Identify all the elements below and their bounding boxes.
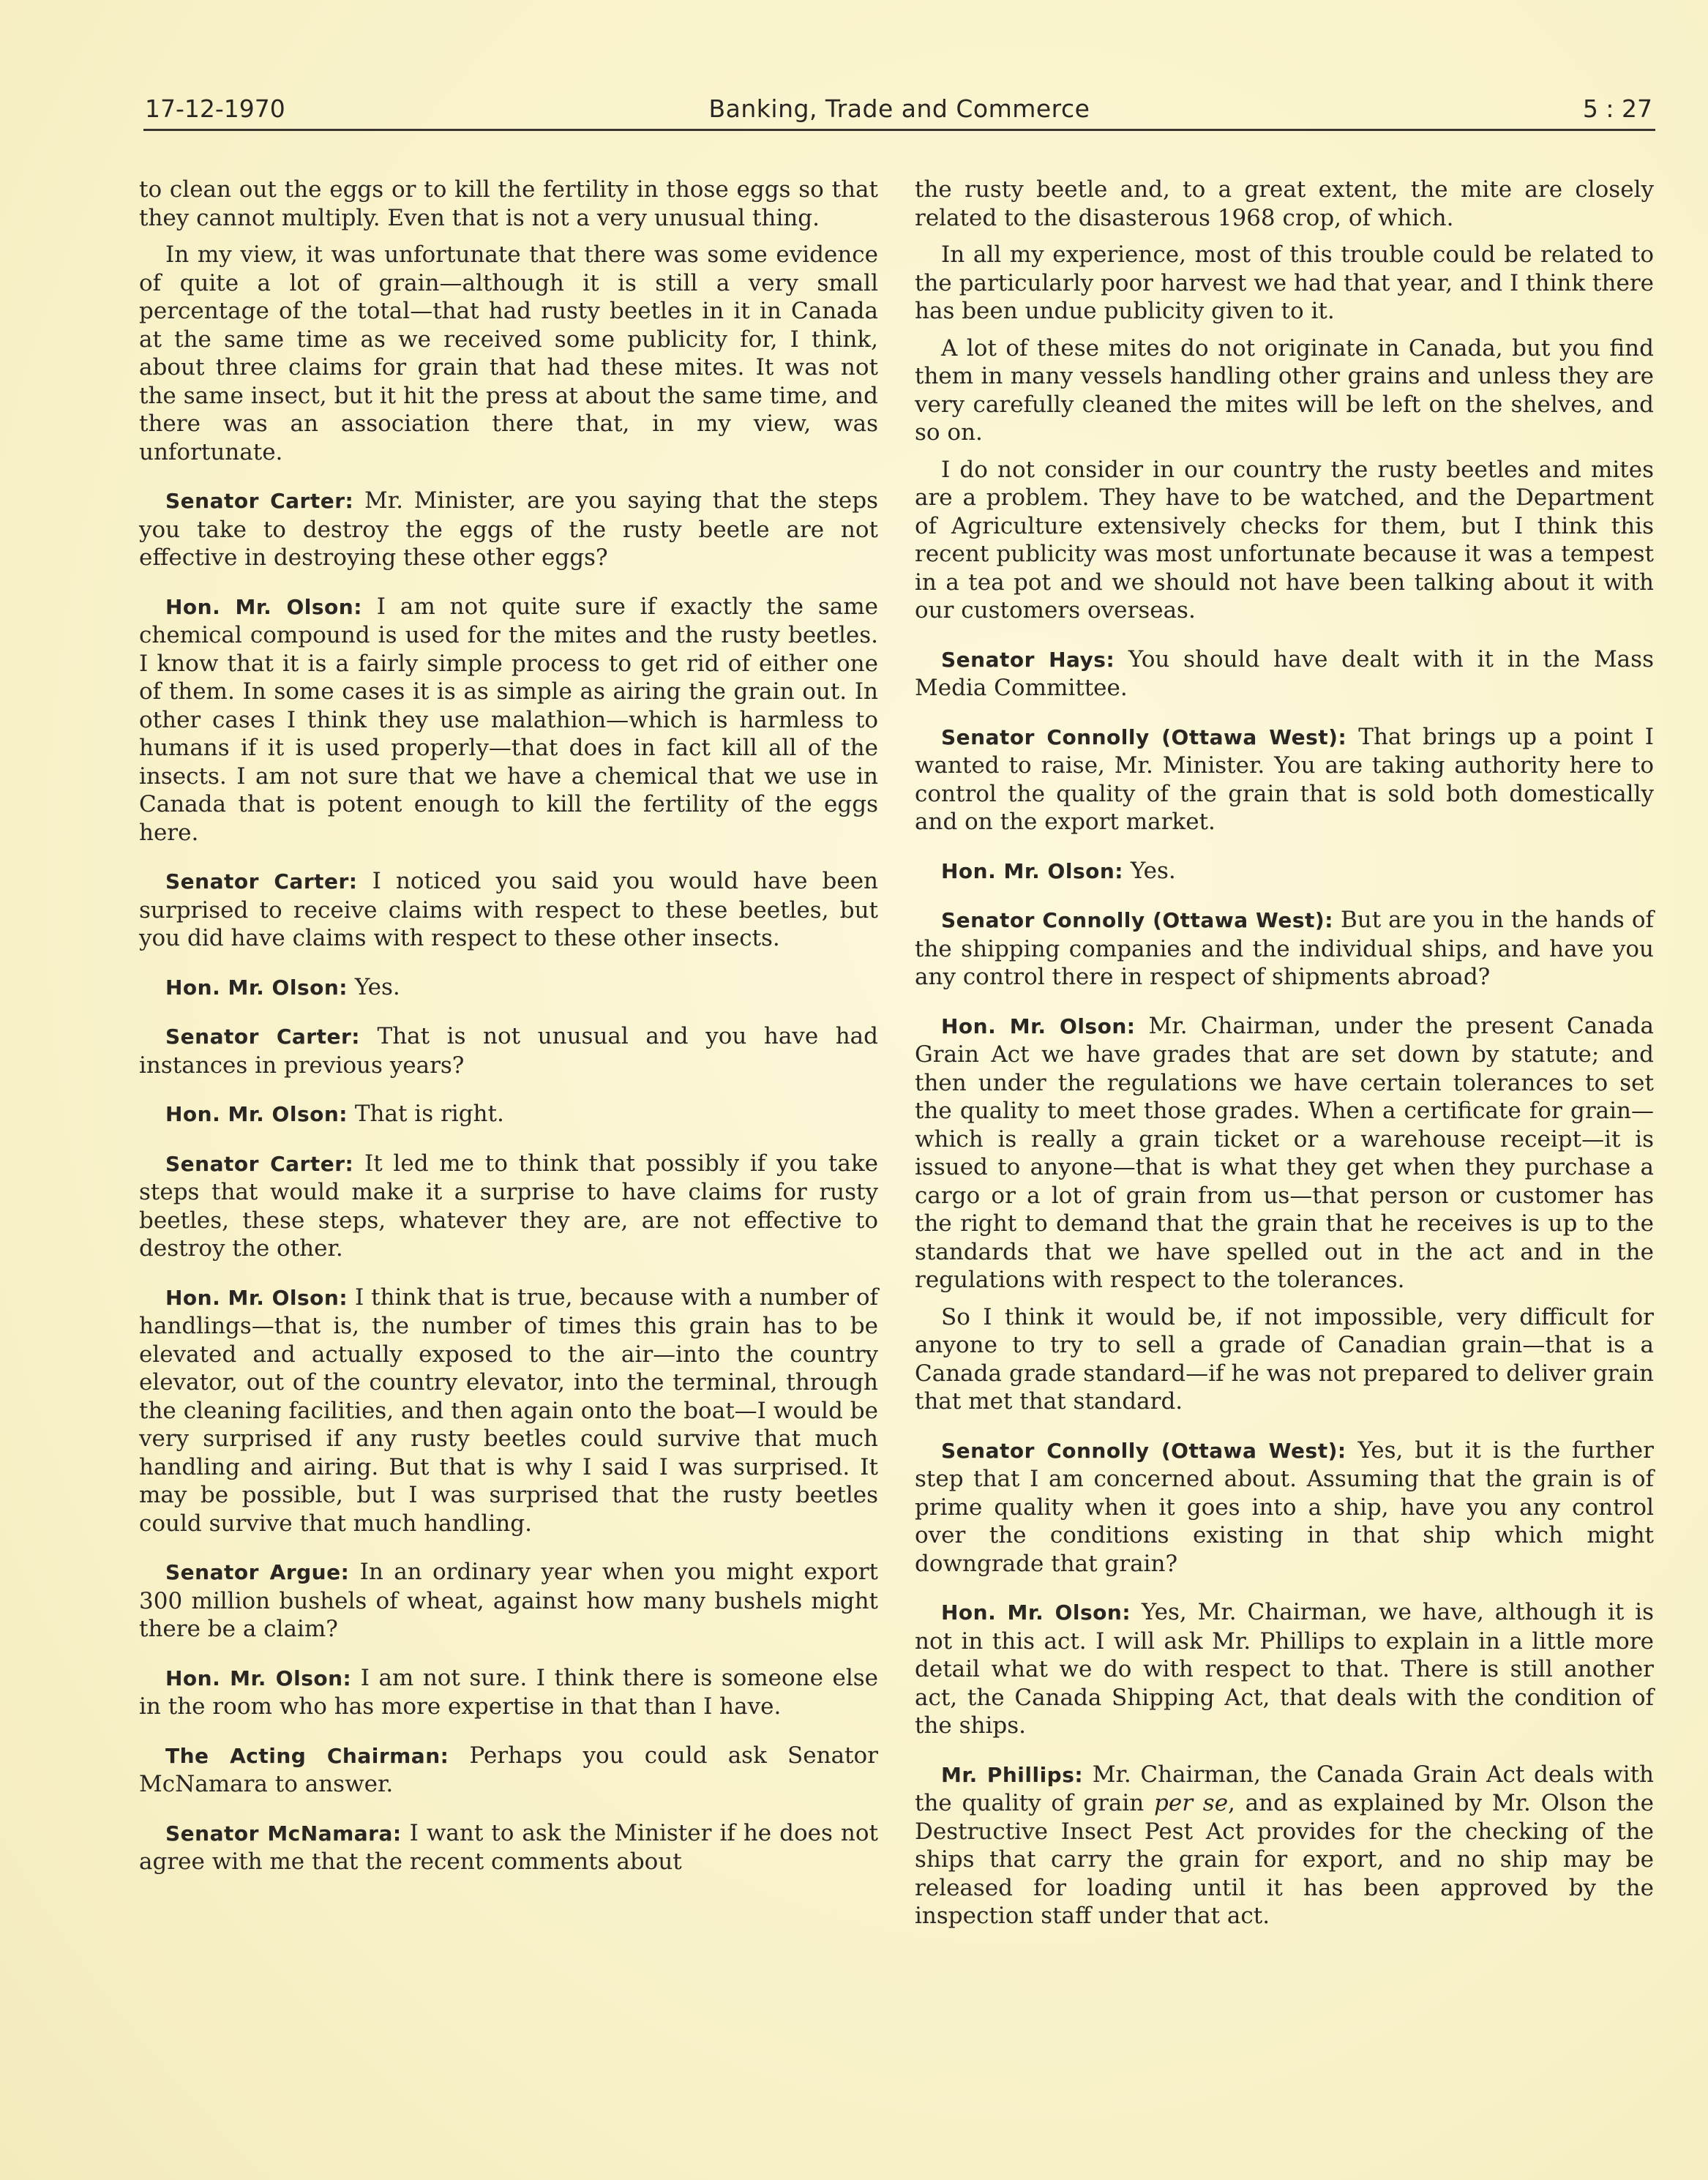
paragraph: I do not consider in our country the rusty beetles and mites are a problem. They have to be watched, and the Department of Agriculture extensively checks for them, but I think this recent publicity was most unfortunate because it was a tempest in a tea pot and we should not have been talking about it with our customers overseas. — [915, 456, 1654, 623]
paragraph: So I think it would be, if not impossible, very difficult for anyone to try to sell a grade of Canadian grain—that is a Canada grade standard—if he was not prepared to deliver grain that met that standard. — [915, 1303, 1654, 1415]
speaker-name: Senator Connolly (Ottawa West): — [941, 724, 1347, 749]
speech-paragraph: Senator McNamara: I want to ask the Minister if he does not agree with me that the recent comments about — [139, 1819, 878, 1875]
paragraph: In my view, it was unfortunate that there was some evidence of quite a lot of grain—although it is still a very small percentage of the total—that had rusty beetles in it in Canada at the same time as we received some publicity for, I think, about three claims for grain that had these mites. It was not the same insect, but it hit the press at about the same time, and there was an association there that, in my view, was unfortunate. — [139, 241, 878, 465]
speech-paragraph: Hon. Mr. Olson: I am not quite sure if exactly the same chemical compound is used for the mites and the rusty beetles. I know that it is a fairly simple process to get rid of either one of them. In some cases it is as simple as airing the grain out. In other cases I think they use malathion—which is harmless to humans if it is used properly—that does in fact kill all of the insects. I am not sure that we have a chemical that we use in Canada that is potent enough to kill the fertility of the eggs here. — [139, 593, 878, 846]
speech-paragraph: Hon. Mr. Olson: Yes. — [941, 857, 1176, 884]
header-page-number: 5 : 27 — [1582, 94, 1652, 123]
paragraph: A lot of these mites do not originate in Canada, but you find them in many vessels handling other grains and unless they are very carefully cleaned the mites will be left on the shelves, and so on. — [915, 334, 1654, 446]
speaker-name: Senator Hays: — [941, 647, 1115, 672]
speech-paragraph: Senator Connolly (Ottawa West): That brings up a point I wanted to raise, Mr. Minister. You are taking authority here to control the quality of the grain that is sold both domestically and on the export market. — [915, 723, 1654, 835]
speech-paragraph: Hon. Mr. Olson: Yes. — [165, 973, 400, 1000]
speaker-name: Senator Argue: — [165, 1560, 350, 1584]
speaker-name: Senator Carter: — [165, 1151, 354, 1176]
speech-paragraph: Senator Connolly (Ottawa West): But are you in the hands of the shipping companies and the individual ships, and have you any control there in respect of shipments abroad? — [915, 907, 1654, 990]
speech-paragraph: Hon. Mr. Olson: Mr. Chairman, under the present Canada Grain Act we have grades that are set down by statute; and then under the regulations we have certain tolerances to set the quality to meet those grades. When a certificate for grain—which is really a grain ticket or a warehouse receipt—it is issued to anyone—that is what they get when they purchase a cargo or a lot of grain from us—that person or customer has the right to demand that the grain that he receives is up to the standards that we have spelled out in the act and in the regulations with respect to the tolerances. — [915, 1012, 1654, 1293]
header-date: 17-12-1970 — [145, 94, 285, 123]
paragraph: In all my experience, most of this trouble could be related to the particularly poor harvest we had that year, and I think there has been undue publicity given to it. — [915, 241, 1654, 324]
speaker-name: Hon. Mr. Olson: — [941, 1014, 1136, 1038]
speaker-name: Hon. Mr. Olson: — [165, 1285, 348, 1310]
speech-paragraph: Senator Carter: I noticed you said you would have been surprised to receive claims with respect to these beetles, but you did have claims with respect to these other insects. — [139, 868, 879, 951]
speaker-name: Mr. Phillips: — [941, 1762, 1084, 1787]
speaker-name: The Acting Chairman: — [165, 1743, 449, 1768]
speaker-name: Senator Carter: — [165, 1025, 360, 1049]
speaker-name: Senator Connolly (Ottawa West): — [941, 1438, 1346, 1463]
right-column — [915, 176, 1654, 1939]
speech-paragraph: Senator Carter: That is not unusual and you have had instances in previous years? — [139, 1023, 878, 1079]
header-title: Banking, Trade and Commerce — [708, 94, 1090, 123]
speaker-name: Hon. Mr. Olson: — [165, 975, 348, 1000]
speaker-name: Senator Carter: — [165, 869, 358, 894]
speaker-name: Senator Carter: — [165, 489, 354, 513]
paragraph: to clean out the eggs or to kill the fertility in those eggs so that they cannot multiply. Even that is not a very unusual thing. — [139, 176, 878, 231]
speaker-name: Senator Connolly (Ottawa West): — [941, 908, 1333, 932]
speaker-name: Hon. Mr. Olson: — [941, 858, 1123, 883]
speech-paragraph: Senator Hays: You should have dealt with it in the Mass Media Committee. — [915, 645, 1654, 701]
speaker-name: Senator McNamara: — [165, 1821, 402, 1846]
speaker-name: Hon. Mr. Olson: — [165, 1666, 352, 1690]
speech-paragraph: The Acting Chairman: Perhaps you could ask Senator McNamara to answer. — [139, 1742, 878, 1797]
speech-paragraph: Senator Carter: Mr. Minister, are you saying that the steps you take to destroy the eggs of the rusty beetle are not effective in destroying these other eggs? — [139, 487, 879, 571]
speech-paragraph: Hon. Mr. Olson: I think that is true, because with a number of handlings—that is, the number of times this grain has to be elevated and actually exposed to the air—into the country elevator, out of the country elevator, into the terminal, through the cleaning facilities, and then again onto the boat—I would be very surprised if any rusty beetles could survive that much handling and airing. But that is why I said I was surprised. It may be possible, but I was surprised that the rusty beetles could survive that much handling. — [139, 1284, 878, 1537]
speaker-name: Hon. Mr. Olson: — [165, 1102, 348, 1126]
speaker-name: Hon. Mr. Olson: — [165, 594, 362, 619]
speaker-name: Hon. Mr. Olson: — [941, 1600, 1131, 1625]
page-header — [143, 89, 1655, 131]
speech-paragraph: Senator Connolly (Ottawa West): Yes, but it is the further step that I am concerned about. Assuming that the grain is of prime quality when it goes into a ship, have you any control over the conditions existing in that ship which might downgrade that grain? — [915, 1437, 1654, 1577]
speech-paragraph: Mr. Phillips: Mr. Chairman, the Canada Grain Act deals with the quality of grain per se, and as explained by Mr. Olson the Destructive Insect Pest Act provides for the checking of the ships that carry the grain for export, and no ship may be released for loading until it has been approved by the inspection staff under that act. — [915, 1761, 1654, 1929]
speech-paragraph: Hon. Mr. Olson: Yes, Mr. Chairman, we have, although it is not in this act. I will ask Mr. Phillips to explain in a little more detail what we do with respect to that. There is still another act, the Canada Shipping Act, that deals with the condition of the ships. — [915, 1599, 1654, 1739]
italic-phrase: per se — [1154, 1790, 1229, 1816]
speech-paragraph: Senator Carter: It led me to think that possibly if you take steps that would make it a surprise to have claims for rusty beetles, these steps, whatever they are, are not effective to destroy the other. — [139, 1150, 879, 1262]
left-column — [139, 176, 878, 1885]
speech-paragraph: Hon. Mr. Olson: That is right. — [165, 1101, 504, 1127]
speech-paragraph: Hon. Mr. Olson: I am not sure. I think there is someone else in the room who has more expertise in that than I have. — [139, 1664, 878, 1720]
speech-paragraph: Senator Argue: In an ordinary year when you might export 300 million bushels of wheat, against how many bushels might there be a claim? — [139, 1559, 878, 1642]
paragraph: the rusty beetle and, to a great extent, the mite are closely related to the disasterous 1968 crop, of which. — [915, 176, 1654, 231]
